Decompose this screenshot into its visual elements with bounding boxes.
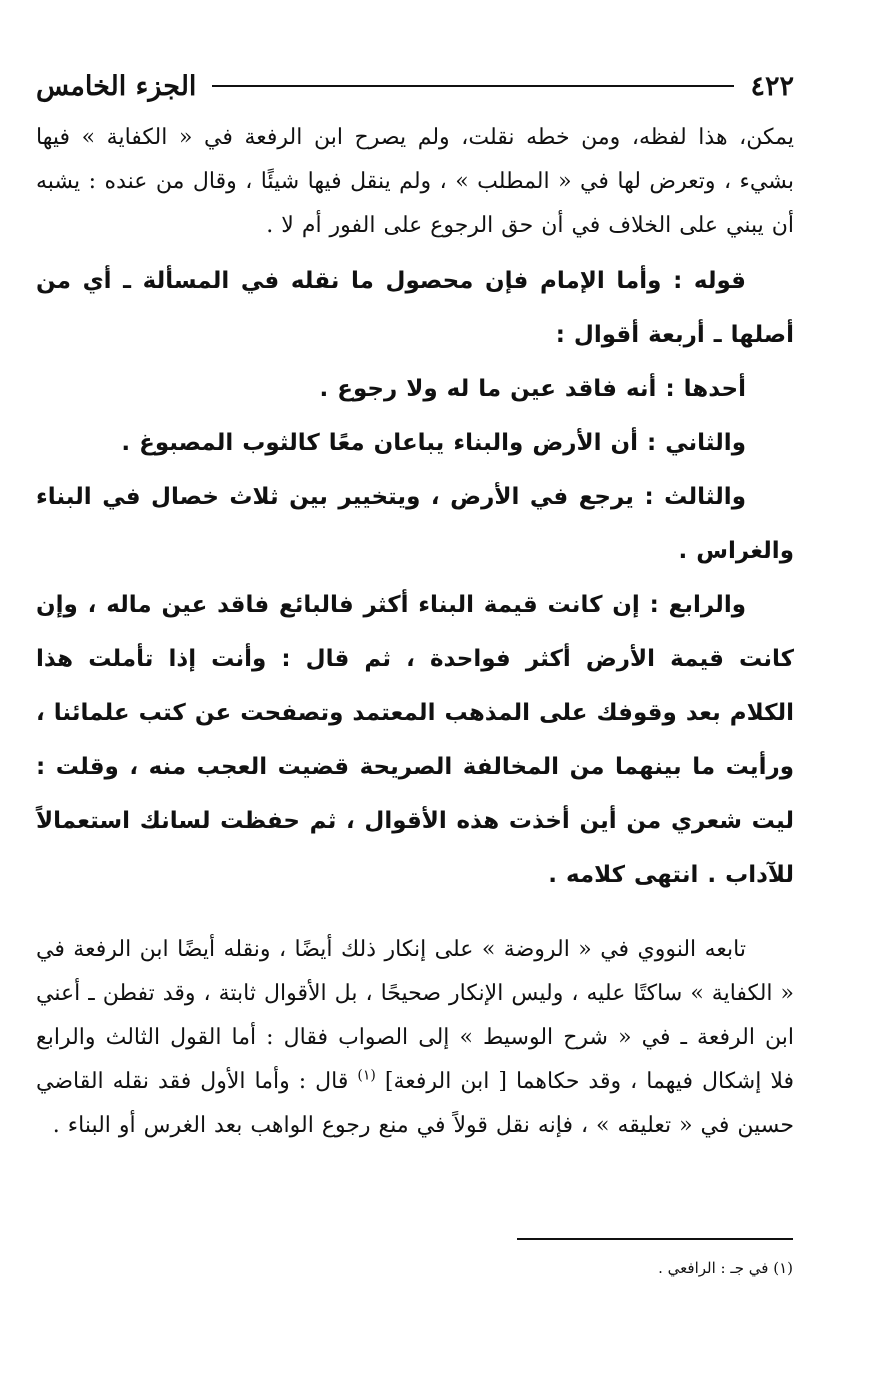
header-rule [212, 85, 734, 87]
paragraph-3: أحدها : أنه فاقد عين ما له ولا رجوع . [319, 376, 746, 402]
paragraph-1: يمكن، هذا لفظه، ومن خطه نقلت، ولم يصرح ابن الرفعة في « الكفاية » فيها بشيء ، وتعرض لها في « المطلب » ، ولم ينقل فيها شيئًا ، وقال من عنده : يشبه أن يبني على الخلاف في أن حق الرجوع على الفور أم لا . [36, 125, 794, 238]
paragraph-2: قوله : وأما الإمام فإن محصول ما نقله في المسألة ـ أي من أصلها ـ أربعة أقوال : [36, 268, 794, 348]
paragraph-6: والرابع : إن كانت قيمة البناء أكثر فالبائع فاقد عين ماله ، وإن كانت قيمة الأرض أكثر فواحدة ، ثم قال : وأنت إذا تأملت هذا الكلام بعد وقوفك على المذهب المعتمد وتصفحت عن كتب علمائنا ، ورأيت ما بينهما من المخالفة الصريحة قضيت العجب منه ، وقلت : ليت شعري من أين أخذت هذه الأقوال ، ثم حفظت لسانك استعمالاً للآداب . انتهى كلامه . [36, 592, 794, 888]
paragraph-7 [36, 928, 794, 1148]
paragraph-5: والثالث : يرجع في الأرض ، ويتخيير بين ثلاث خصال في البناء والغراس . [36, 484, 794, 564]
footnote-separator [517, 1238, 793, 1240]
footnote-reference[interactable]: (١) [357, 1067, 376, 1084]
running-title: الجزء الخامس [36, 70, 197, 102]
paragraph-7-text-a: تابعه النووي في « الروضة » على إنكار ذلك أيضًا ، ونقله أيضًا ابن الرفعة في « الكفاية » ساكتًا عليه ، وليس الإنكار صحيحًا ، بل الأقوال ثابتة ، وقد تفطن ـ أعني ابن الرفعة ـ في « شرح الوسيط » إلى الصواب فقال : أما القول الثالث والرابع فلا إشكال فيهما ، وقد حكاهما [ ابن الرفعة] [36, 937, 795, 1094]
page-header [36, 62, 794, 110]
paragraph-4: والثاني : أن الأرض والبناء يباعان معًا كالثوب المصبوغ . [121, 430, 746, 456]
page-number: ٤٢٢ [750, 70, 794, 102]
footnote: (١) في جـ : الرافعي . [658, 1259, 793, 1277]
page-body [36, 62, 794, 1148]
paragraph-7-text-b: قال : وأما الأول فقد نقله القاضي حسين في « تعليقه » ، فإنه نقل قولاً في منع رجوع الواهب بعد الغرس أو البناء . [36, 1069, 794, 1138]
